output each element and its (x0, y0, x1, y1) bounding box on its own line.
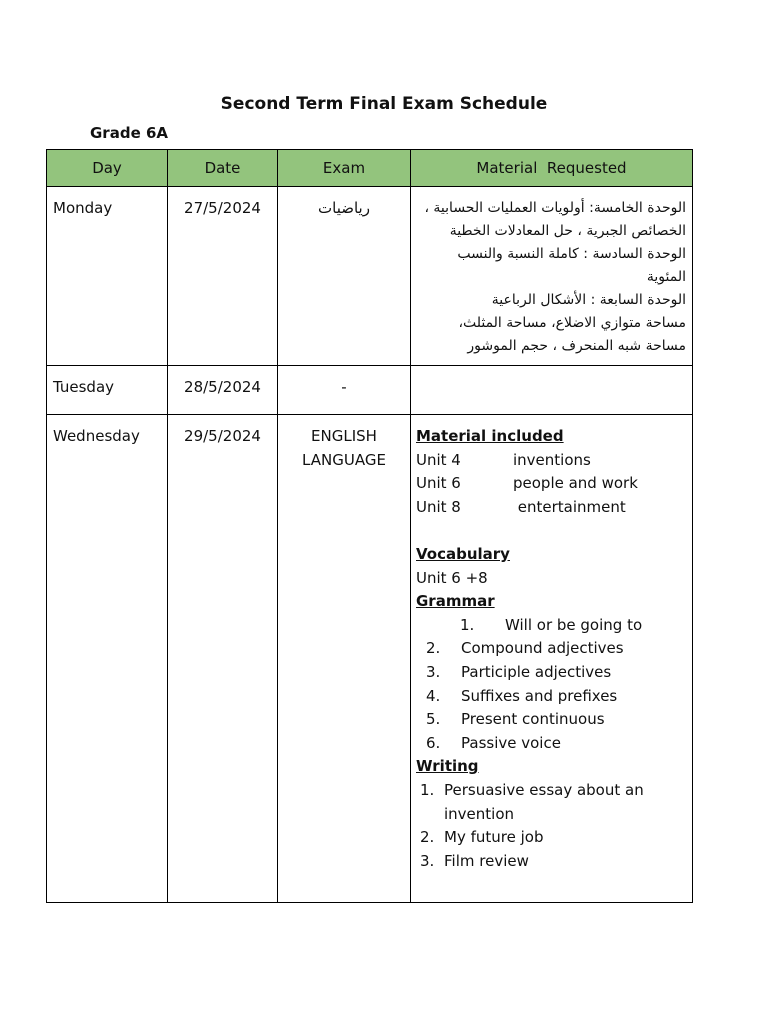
grammar-item (416, 708, 686, 732)
grammar-text: Present continuous (461, 710, 605, 729)
grade-label: Grade 6A (90, 124, 169, 142)
header-row (47, 150, 693, 187)
header-material: Material Requested (411, 150, 693, 187)
writing-heading: Writing (416, 757, 479, 776)
material-line: الوحدة السادسة : كاملة النسبة والنسب المئوية (457, 246, 686, 285)
grammar-number: 5. (426, 710, 441, 729)
grammar-heading: Grammar (416, 592, 495, 611)
unit-topic: inventions (513, 450, 591, 469)
table-row (47, 366, 693, 415)
date-cell: 28/5/2024 (168, 366, 278, 415)
day-cell: Wednesday (47, 415, 168, 903)
unit-label: Unit 8 (416, 497, 461, 516)
header-date: Date (168, 150, 278, 187)
table-row (47, 415, 693, 903)
unit-topic: entertainment (513, 497, 626, 516)
material-included-heading: Material included (416, 427, 564, 445)
date-cell: 27/5/2024 (168, 187, 278, 366)
grammar-item (416, 661, 686, 685)
writing-text: My future job (444, 828, 544, 847)
grammar-item (416, 614, 686, 638)
material-line: الخصائص الجبرية ، حل المعادلات الخطية (449, 223, 686, 239)
writing-item (416, 850, 686, 874)
date-cell: 29/5/2024 (168, 415, 278, 903)
grammar-item (416, 637, 686, 661)
grammar-text: Will or be going to (505, 615, 643, 634)
grammar-number: 3. (426, 662, 441, 681)
material-cell (411, 366, 693, 415)
exam-cell: - (278, 366, 411, 415)
writing-item (416, 779, 686, 826)
writing-number: 3. (420, 851, 435, 870)
grammar-number: 6. (426, 733, 441, 752)
day-cell: Monday (47, 187, 168, 366)
math-material (417, 197, 686, 358)
material-line: مساحة شبه المنحرف ، حجم الموشور (467, 338, 686, 354)
unit-line (416, 496, 686, 520)
writing-text: Persuasive essay about an invention (444, 780, 644, 823)
exam-cell: ENGLISH LANGUAGE (278, 415, 411, 903)
material-line: الوحدة السابعة : الأشكال الرباعية (491, 292, 686, 308)
exam-schedule-table (46, 149, 693, 903)
header-day: Day (47, 150, 168, 187)
page-title: Second Term Final Exam Schedule (220, 94, 548, 114)
unit-topic: people and work (513, 474, 638, 493)
writing-number: 2. (420, 828, 435, 847)
grammar-text: Compound adjectives (461, 639, 624, 658)
header-exam: Exam (278, 150, 411, 187)
grammar-number: 1. (460, 615, 475, 634)
material-cell (411, 187, 693, 366)
grammar-text: Passive voice (461, 733, 561, 752)
material-cell (411, 415, 693, 903)
vocabulary-text: Unit 6 +8 (416, 568, 488, 587)
table-row (47, 187, 693, 366)
spacer (416, 519, 686, 543)
unit-label: Unit 6 (416, 474, 461, 493)
vocabulary-heading: Vocabulary (416, 544, 510, 563)
grammar-text: Participle adjectives (461, 662, 612, 681)
grammar-item (416, 732, 686, 756)
material-line: مساحة متوازي الاضلاع، مساحة المثلث، (458, 315, 686, 331)
grammar-item (416, 685, 686, 709)
day-cell: Tuesday (47, 366, 168, 415)
exam-cell: رياضيات (278, 187, 411, 366)
unit-line (416, 472, 686, 496)
unit-label: Unit 4 (416, 450, 461, 469)
writing-number: 1. (420, 780, 435, 799)
grammar-number: 4. (426, 686, 441, 705)
grammar-text: Suffixes and prefixes (461, 686, 618, 705)
writing-text: Film review (444, 851, 529, 870)
writing-item (416, 826, 686, 850)
material-line: الوحدة الخامسة: أولويات العمليات الحسابية ، (424, 200, 686, 216)
grammar-number: 2. (426, 639, 441, 658)
unit-line (416, 449, 686, 473)
